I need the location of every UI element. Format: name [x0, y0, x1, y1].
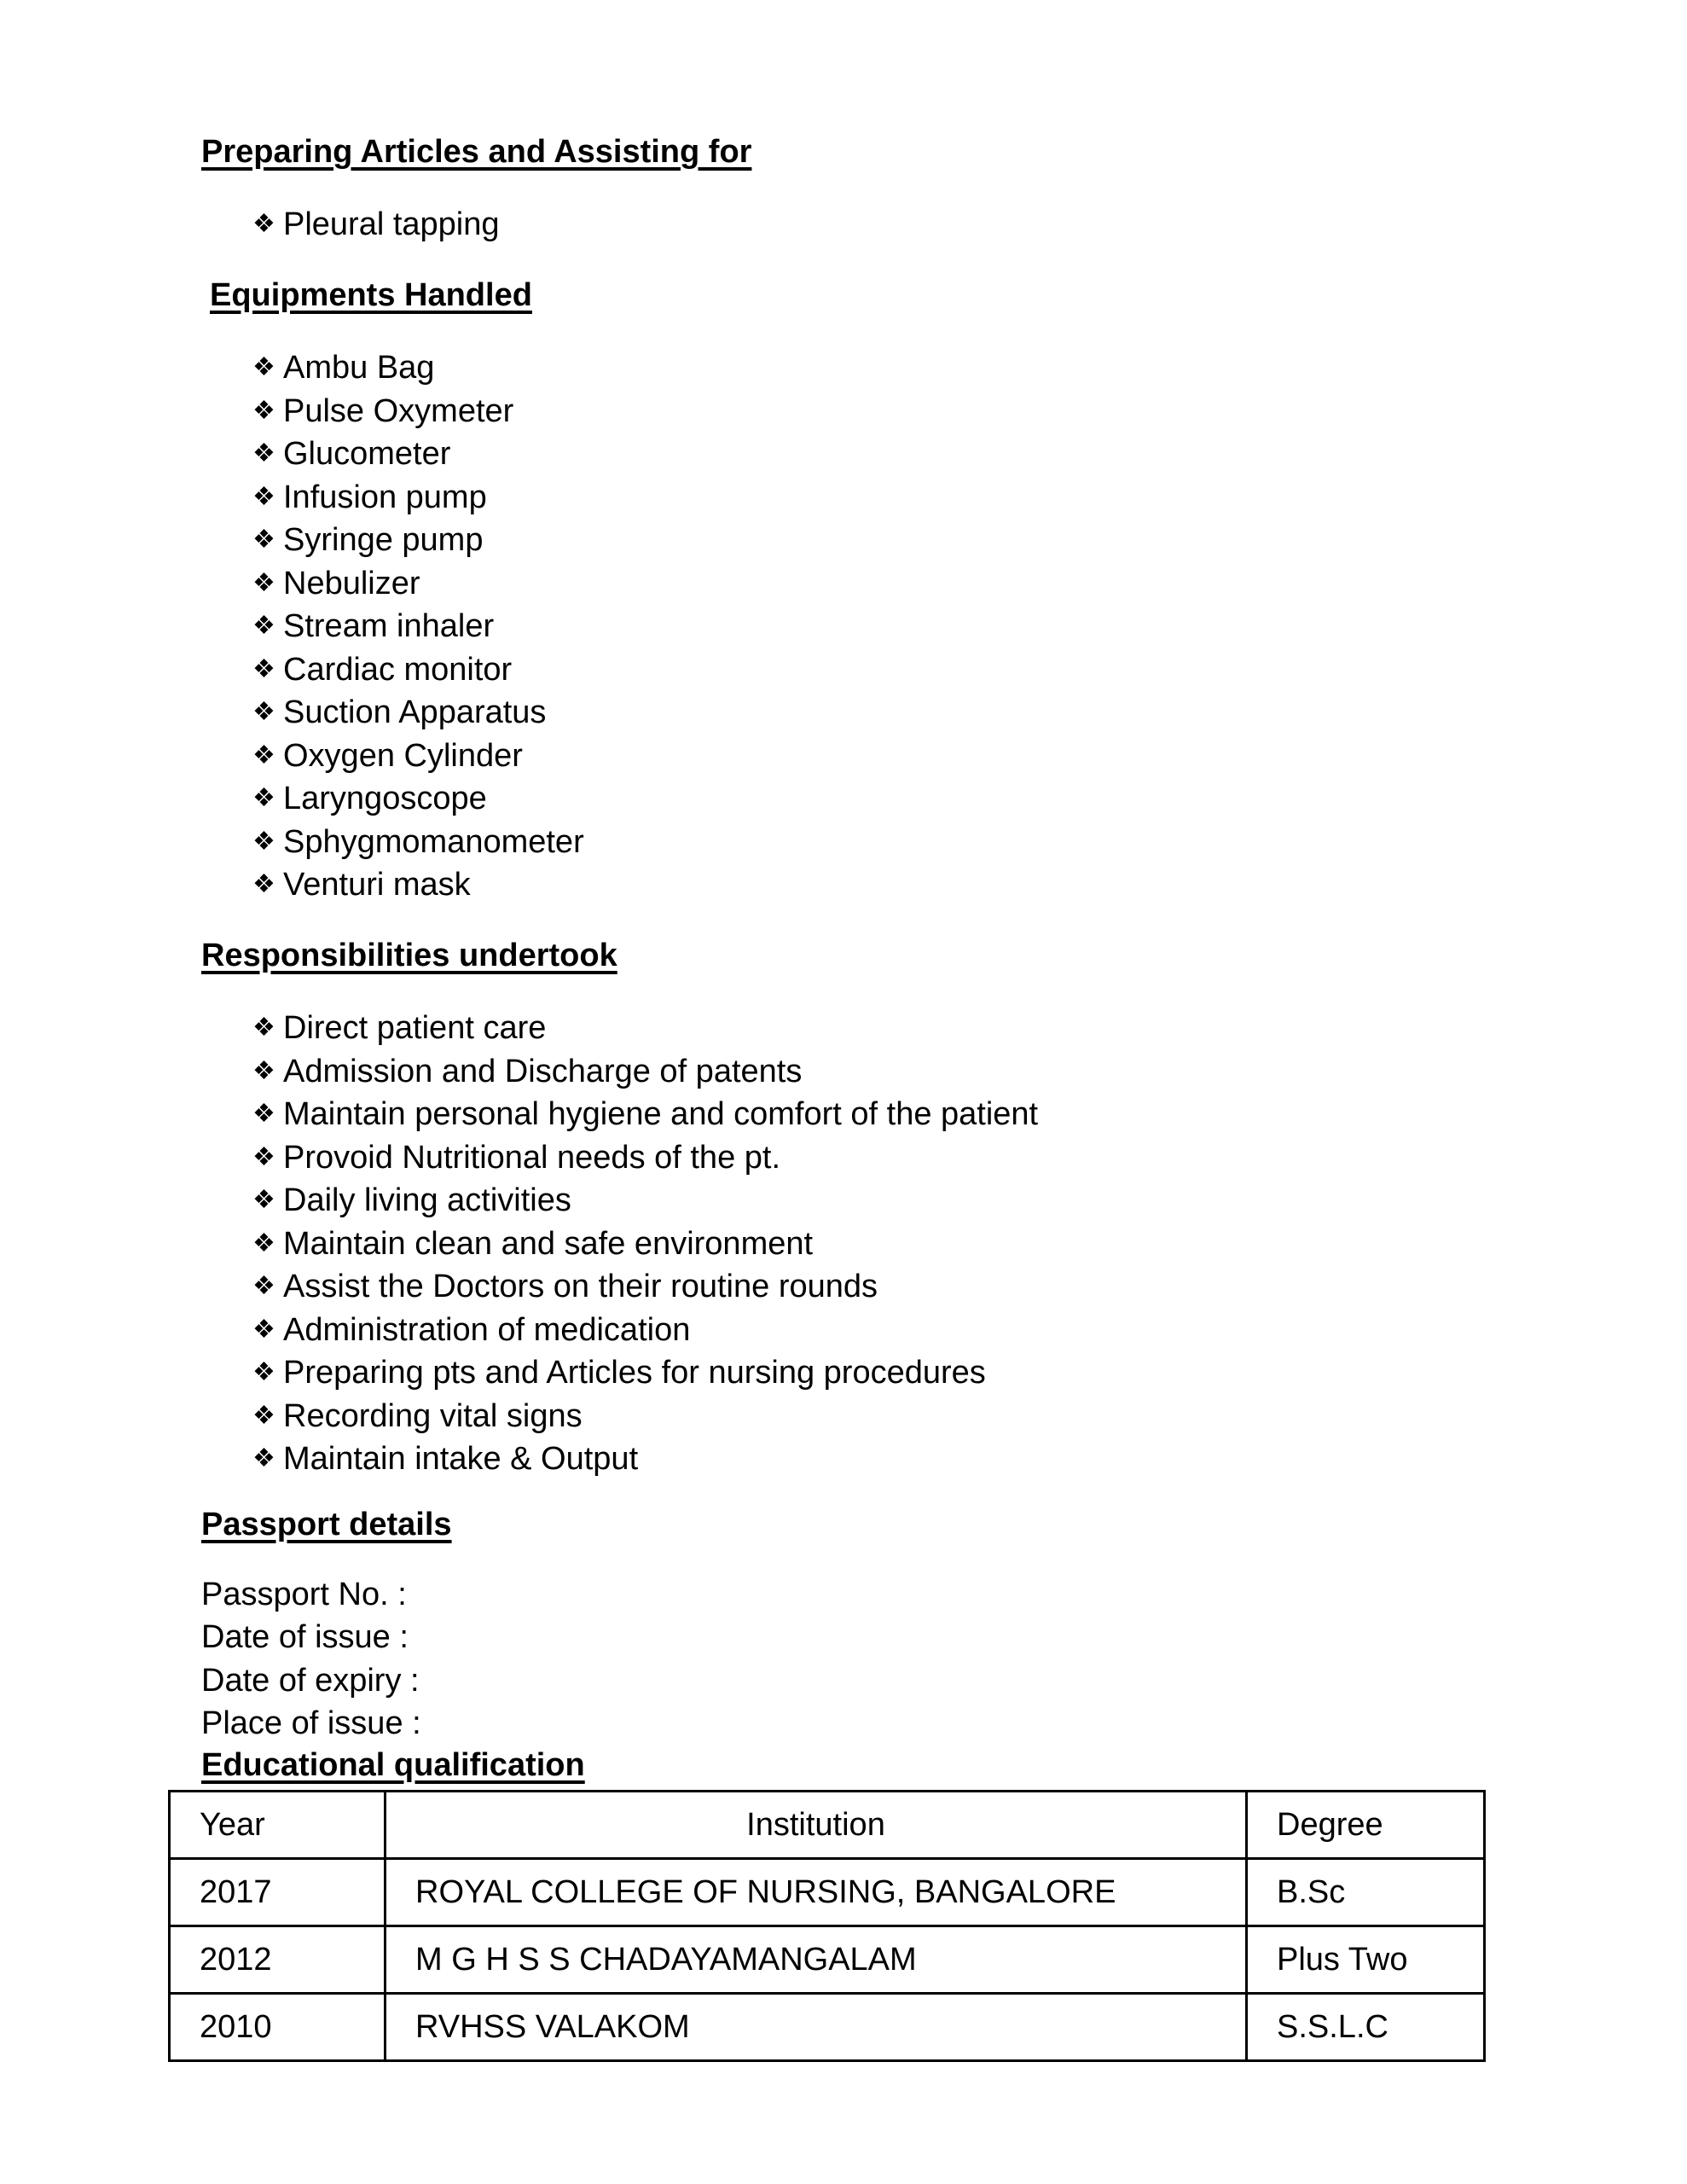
list-item: ❖ Administration of medication	[252, 1309, 1038, 1352]
institution-cell: ROYAL COLLEGE OF NURSING, BANGALORE	[386, 1859, 1247, 1926]
list-item: ❖ Nebulizer	[252, 562, 584, 606]
diamond-bullet-icon: ❖	[252, 1100, 275, 1128]
list-item: ❖ Assist the Doctors on their routine rounds	[252, 1265, 1038, 1309]
list-item: ❖ Recording vital signs	[252, 1395, 1038, 1438]
diamond-bullet-icon: ❖	[252, 741, 275, 770]
equipments-list	[252, 346, 584, 907]
column-header-year: Year	[170, 1792, 386, 1859]
list-item: ❖ Stream inhaler	[252, 605, 584, 648]
diamond-bullet-icon: ❖	[252, 654, 275, 683]
list-item: ❖ Oxygen Cylinder	[252, 735, 584, 778]
year-cell: 2010	[170, 1994, 386, 2061]
diamond-bullet-icon: ❖	[252, 439, 275, 468]
date-of-expiry-field: Date of expiry :	[201, 1663, 420, 1699]
heading-passport: Passport details	[201, 1507, 452, 1542]
diamond-bullet-icon: ❖	[252, 1056, 275, 1085]
list-item: ❖ Infusion pump	[252, 476, 584, 520]
list-item: ❖ Daily living activities	[252, 1179, 1038, 1223]
diamond-bullet-icon: ❖	[252, 1142, 275, 1171]
year-cell: 2012	[170, 1926, 386, 1994]
diamond-bullet-icon: ❖	[252, 698, 275, 726]
diamond-bullet-icon: ❖	[252, 827, 275, 856]
diamond-bullet-icon: ❖	[252, 1272, 275, 1300]
list-item: ❖ Laryngoscope	[252, 777, 584, 821]
assisting-list	[252, 203, 500, 247]
list-item: ❖ Maintain personal hygiene and comfort of the patient	[252, 1093, 1038, 1136]
degree-cell: B.Sc	[1247, 1859, 1485, 1926]
list-item: ❖ Cardiac monitor	[252, 648, 584, 692]
list-item: ❖ Preparing pts and Articles for nursing procedures	[252, 1351, 1038, 1395]
heading-responsibilities: Responsibilities undertook	[201, 938, 617, 973]
responsibilities-list	[252, 1007, 1038, 1481]
list-item: ❖ Pulse Oxymeter	[252, 390, 584, 433]
year-cell: 2017	[170, 1859, 386, 1926]
diamond-bullet-icon: ❖	[252, 1186, 275, 1214]
list-item: ❖ Direct patient care	[252, 1007, 1038, 1050]
list-item: ❖ Maintain clean and safe environment	[252, 1223, 1038, 1266]
place-of-issue-field: Place of issue :	[201, 1705, 421, 1741]
table-header-row	[170, 1792, 1485, 1859]
heading-equipments: Equipments Handled	[210, 277, 532, 313]
diamond-bullet-icon: ❖	[252, 1228, 275, 1258]
list-item: ❖ Maintain intake & Output	[252, 1438, 1038, 1481]
institution-cell: RVHSS VALAKOM	[386, 1994, 1247, 2061]
list-item: ❖ Glucometer	[252, 433, 584, 476]
diamond-bullet-icon: ❖	[252, 1358, 275, 1386]
table-row	[170, 1926, 1485, 1994]
diamond-bullet-icon: ❖	[252, 612, 275, 640]
diamond-bullet-icon: ❖	[252, 482, 275, 511]
list-item: ❖ Pleural tapping	[252, 203, 500, 247]
table-row	[170, 1859, 1485, 1926]
diamond-bullet-icon: ❖	[252, 1401, 275, 1430]
list-item: ❖ Venturi mask	[252, 863, 584, 907]
diamond-bullet-icon: ❖	[252, 784, 275, 812]
degree-cell: S.S.L.C	[1247, 1994, 1485, 2061]
diamond-bullet-icon: ❖	[252, 526, 275, 554]
heading-assisting: Preparing Articles and Assisting for	[201, 134, 752, 170]
diamond-bullet-icon: ❖	[252, 1014, 275, 1042]
diamond-bullet-icon: ❖	[252, 396, 275, 425]
date-of-issue-field: Date of issue :	[201, 1619, 409, 1655]
table-row	[170, 1994, 1485, 2061]
list-item: ❖ Sphygmomanometer	[252, 821, 584, 864]
column-header-institution: Institution	[386, 1792, 1247, 1859]
diamond-bullet-icon: ❖	[252, 1444, 275, 1472]
diamond-bullet-icon: ❖	[252, 210, 275, 238]
list-item: ❖ Provoid Nutritional needs of the pt.	[252, 1136, 1038, 1180]
degree-cell: Plus Two	[1247, 1926, 1485, 1994]
diamond-bullet-icon: ❖	[252, 353, 275, 381]
diamond-bullet-icon: ❖	[252, 870, 275, 898]
education-table	[168, 1790, 1486, 2062]
diamond-bullet-icon: ❖	[252, 568, 275, 597]
column-header-degree: Degree	[1247, 1792, 1485, 1859]
passport-number-field: Passport No. :	[201, 1577, 407, 1612]
heading-education: Educational qualification	[201, 1747, 585, 1783]
institution-cell: M G H S S CHADAYAMANGALAM	[386, 1926, 1247, 1994]
list-item: ❖ Suction Apparatus	[252, 691, 584, 735]
list-item: ❖ Syringe pump	[252, 519, 584, 562]
list-item: ❖ Admission and Discharge of patents	[252, 1050, 1038, 1094]
diamond-bullet-icon: ❖	[252, 1315, 275, 1344]
list-item: ❖ Ambu Bag	[252, 346, 584, 390]
